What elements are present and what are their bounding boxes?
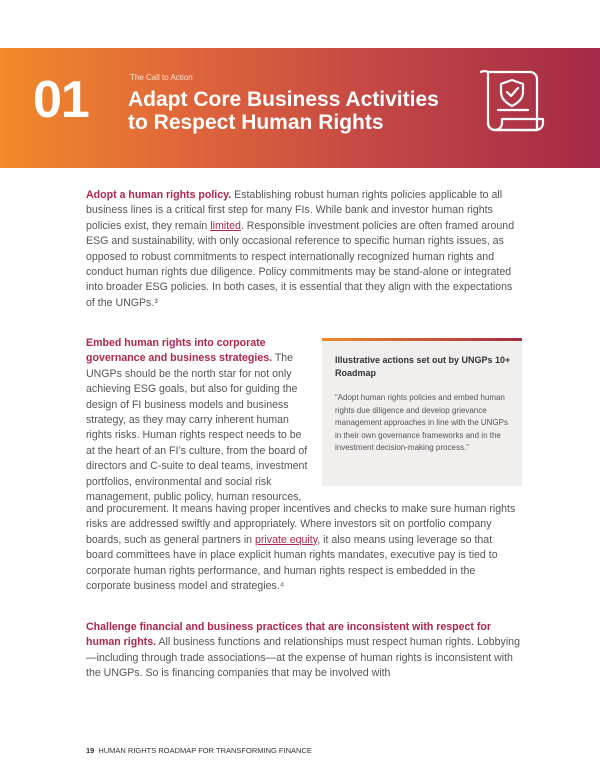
paragraph-challenge bbox=[86, 620, 522, 682]
paragraph-policy-lead: Adopt a human rights policy. bbox=[86, 189, 232, 201]
private-equity-link[interactable]: private equity bbox=[255, 533, 318, 546]
paragraph-governance-text-b: and procurement. It means having proper incentives and checks to make sure human rights risks are addressed swiftly and appropriately. Where investors sit on portfolio company boards, such as general partners in bbox=[86, 503, 516, 546]
paragraph-policy-text-a: Establishing robust human rights policies applicable to all business lines is a critical first step for many FIs. While bank and investor human rights policies exist, they remain bbox=[86, 189, 503, 232]
section-title bbox=[128, 88, 439, 134]
policy-document-shield-icon bbox=[478, 66, 550, 142]
section-title-line2: to Respect Human Rights bbox=[128, 111, 384, 134]
section-kicker: The Call to Action bbox=[130, 73, 193, 82]
callout-quote: “Adopt human rights policies and embed human rights due diligence and develop grievance management approaches in line with the UNGPs in their own governance frameworks and in the investment decision-making process.” bbox=[335, 393, 508, 452]
footer-title: HUMAN RIGHTS ROADMAP FOR TRANSFORMING FINANCE bbox=[98, 746, 312, 755]
page-footer bbox=[86, 746, 312, 755]
callout-box bbox=[322, 338, 522, 486]
paragraph-challenge-lead: Challenge financial and business practices that are inconsistent with respect for human rights. bbox=[86, 621, 492, 649]
paragraph-governance-lead: Embed human rights into corporate governance and business strategies. bbox=[86, 337, 273, 365]
paragraph-governance bbox=[86, 336, 312, 505]
paragraph-policy-text-b: . Responsible investment policies are often framed around ESG and sustainability, with only occasional reference to specific human rights issues, as opposed to robust commitments to respect internationally recognized human rights and conduct human rights due diligence. Policy commitments may be stand-alone or integrated into broader ESG policies. In both cases, it is essential that they align with the expectations of the UNGPs.³ bbox=[86, 219, 515, 309]
callout-accent-bar bbox=[322, 338, 522, 341]
section-banner bbox=[0, 48, 600, 168]
page-number: 19 bbox=[86, 746, 95, 755]
paragraph-governance-text-c: , it also means using leverage so that board committees have in place explicit human rights mandates, executive pay is tied to corporate human rights performance, and human rights respect is embedded in the corporate business model and strategies.⁴ bbox=[86, 533, 498, 593]
paragraph-policy bbox=[86, 188, 522, 311]
limited-link[interactable]: limited bbox=[210, 219, 241, 232]
paragraph-governance-continued bbox=[86, 502, 522, 594]
section-number: 01 bbox=[33, 71, 89, 129]
callout-title: Illustrative actions set out by UNGPs 10+ Roadmap bbox=[335, 355, 511, 378]
paragraph-challenge-text: All business functions and relationships must respect human rights. Lobbying—including through trade associations—at the expense of human rights is inconsistent with the UNGPs. So is financing companies that may be involved with bbox=[86, 636, 520, 680]
paragraph-governance-text-a: The UNGPs should be the north star for not only achieving ESG goals, but also for guiding the design of FI business models and business strategy, as they may carry inherent human rights risks. Human rights respect needs to be at the heart of an FI’s culture, from the board of directors and C-suite to deal teams, investment portfolios, environmental and social risk management, public policy, human resources, bbox=[86, 352, 308, 504]
section-title-line1: Adapt Core Business Activities bbox=[128, 88, 439, 111]
